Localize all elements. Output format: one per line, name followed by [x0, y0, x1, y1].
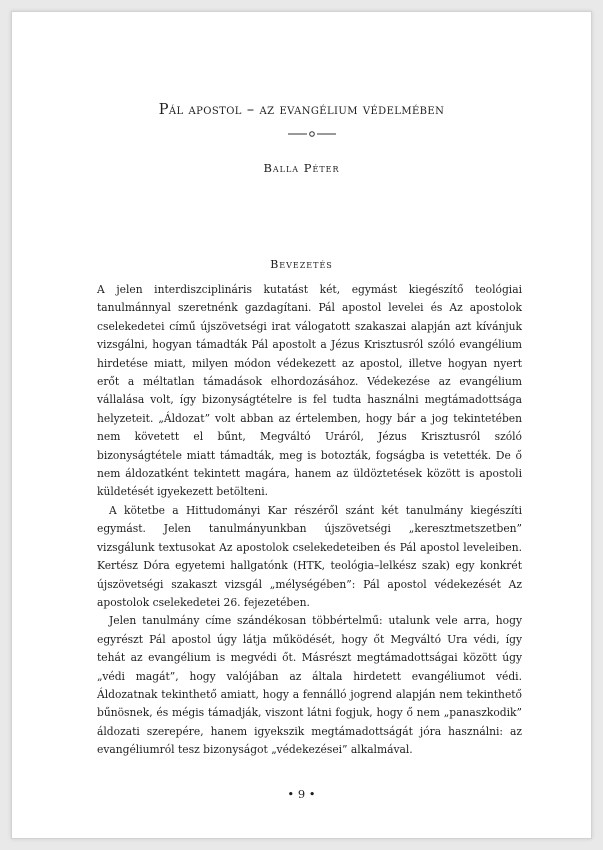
article-author: Balla Péter: [263, 161, 340, 175]
paragraph-3: Jelen tanulmány címe szándékosan többértelmű: utalunk vele arra, hogy egyrészt Pál apostol úgy látja működését, hogy őt Megváltó Ura védi, így tehát az evangélium is megvédi őt. Másrészt megtámadottságai között úgy „védi magát”, hogy valójában az általa hirdetett evangéliumot védi. Áldozatnak tekinthető amiatt, hogy a fennálló jogrend alapján nem tekinthető bűnösnek, és mégis támadják, viszont látni fogjuk, hogy ő nem „panaszkodik” áldozati szerepére, hanem igyekszik megtámadottságát jóra használni: az evangéliumról tesz bizonyságot „védekezései” alkalmával.: [97, 614, 522, 757]
paragraph-2: A kötetbe a Hittudományi Kar részéről szánt két tanulmány kiegészíti egymást. Jelen tanulmányunkban újszövetségi „keresztmetszetben” vizsgálunk textusokat Az apostolok cselekedeteiben és Pál apostol leveleiben. Kertész Dóra egyetemi hallgatónk (HTK, teológia–lelkész szak) egy konkrét újszövetségi szakaszt vizsgál „mélységében”: Pál apostol védekezését Az apostolok cselekedetei 26. fejezetében.: [97, 503, 522, 609]
article-body: [97, 281, 522, 760]
paragraph-1: A jelen interdiszciplináris kutatást két, egymást kiegészítő teológiai tanulmánnyal szeretnénk gazdagítani. Pál apostol levelei és Az apostolok cselekedetei című újszövetségi irat válogatott szakaszai alapján azt kívánjuk vizsgálni, hogyan támadták Pál apostolt a Jézus Krisztusról szóló evangélium hirdetése miatt, milyen módon védekezett az apostol, illetve hogyan nyert erőt a méltatlan támadások elhordozásához. Védekezése az evangélium vállalása volt, így bizonyságtételre is fel tudta használni megtámadottsága helyzeteit. „Áldozat” volt abban az értelemben, hogy bár a jog tekintetében nem követett el bűnt, Megváltó Uráról, Jézus Krisztusról szóló bizonyságtétele miatt támadták, meg is botozták, fogságba is vetették. De ő nem áldozatként tekintett magára, hanem az üldöztetések között is apostoli küldetését igyekezett betölteni.: [97, 283, 522, 499]
document-page: [11, 11, 592, 839]
ornament-divider-icon: [288, 130, 336, 138]
section-heading: Bevezetés: [270, 258, 333, 271]
page-number: • 9 •: [287, 787, 316, 801]
article-title: Pál apostol – az evangélium védelmében: [158, 102, 445, 118]
